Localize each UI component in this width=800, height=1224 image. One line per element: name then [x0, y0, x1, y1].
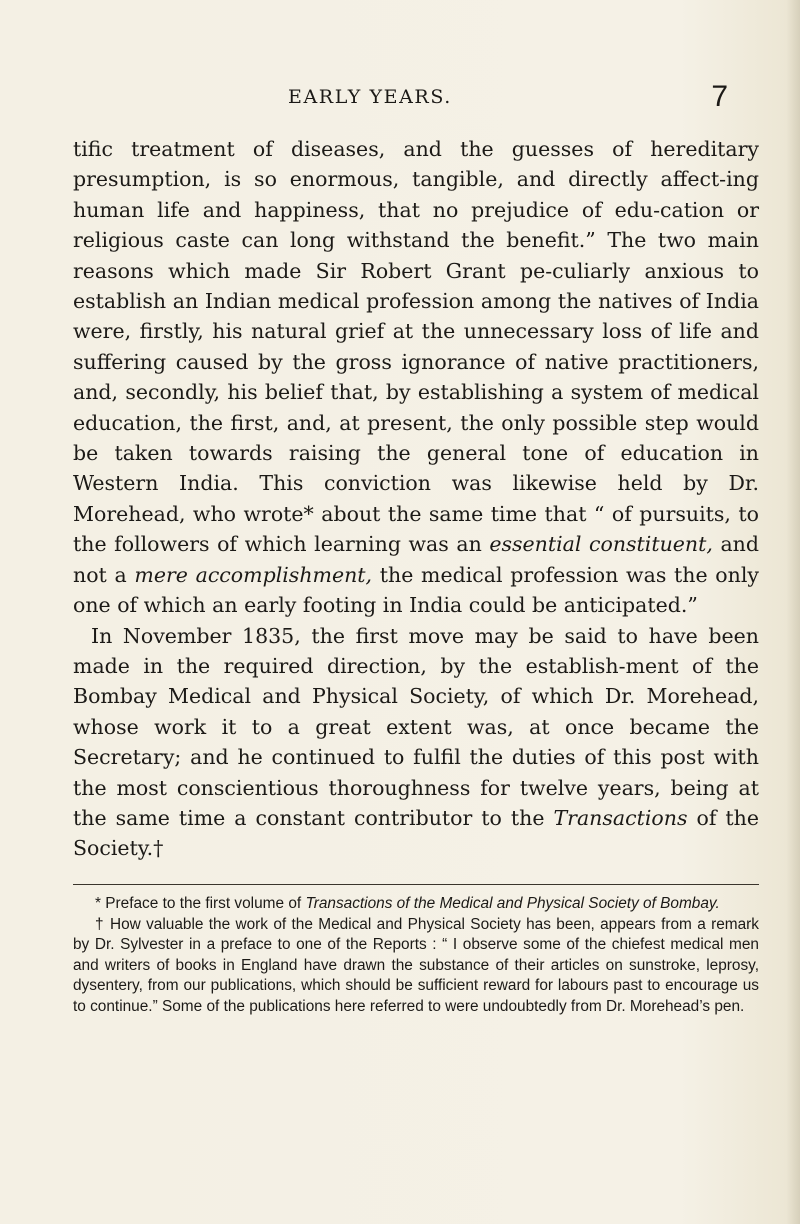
paragraph-2-text-b: of the Society.†: [73, 805, 759, 861]
paragraph-2: [73, 621, 759, 864]
running-head: [70, 80, 770, 116]
footnote-1: [73, 894, 759, 915]
paragraph-2-text-a: In November 1835, the first move may be said to have been made in the required direction, by the establish-ment of the Bombay Medical and Physical Society, of which Dr. Morehead, whose work it to a great extent was, at once became the Secretary; and he continued to fulfil the duties of this post with the most conscientious thoroughness for twelve years, being at the same time a constant contributor to the: [73, 623, 759, 830]
body-text: [73, 134, 759, 864]
paragraph-2-italic-1: Transactions: [553, 805, 688, 830]
paragraph-1: [73, 134, 759, 621]
paragraph-1-text-c: the medical profession was the only one of which an early footing in India could be anticipated.”: [73, 562, 759, 618]
paragraph-1-italic-1: essential constituent,: [489, 532, 713, 557]
footnotes: [73, 894, 759, 1018]
paragraph-1-text-a: tific treatment of diseases, and the guesses of hereditary presumption, is so enormous, tangible, and directly affect-ing human life and happiness, that no prejudice of edu-cation or religious caste can long withstand the benefit.” The two main reasons which made Sir Robert Grant pe-culiarly anxious to establish an Indian medical profession among the natives of India were, firstly, his natural grief at the unnecessary loss of life and suffering caused by the gross ignorance of native practitioners, and, secondly, his belief that, by establishing a system of medical education, the first, and, at present, the only possible step would be taken towards raising the general tone of education in Western India. This conviction was likewise held by Dr. Morehead, who wrote* about the same time that “ of pursuits, to the followers of which learning was an: [73, 137, 759, 557]
page-edge-shadow: [786, 0, 800, 1224]
footnote-2-text: † How valuable the work of the Medical and Physical Society has been, appears from a remark by Dr. Sylvester in a preface to one of the Reports : “ I observe some of the chiefest medical men and writers of books in England have drawn the substance of their articles on sunstroke, leprosy, dysentery, from our publications, which should be sufficient reward for labours past to encourage us to continue.” Some of the publications here referred to were undoubtedly from Dr. Morehead’s pen.: [73, 915, 759, 1015]
page-number: 7: [711, 80, 728, 113]
paragraph-1-italic-2: mere accomplishment,: [134, 562, 373, 587]
footnote-1-text: * Preface to the first volume of: [95, 895, 306, 912]
running-title: EARLY YEARS.: [288, 86, 452, 108]
footnote-rule: [73, 884, 759, 885]
footnote-1-italic: Transactions of the Medical and Physical Society of Bombay.: [305, 895, 720, 912]
paragraph-1-text-b: and not a: [73, 532, 760, 587]
footnote-2: [73, 915, 759, 1018]
